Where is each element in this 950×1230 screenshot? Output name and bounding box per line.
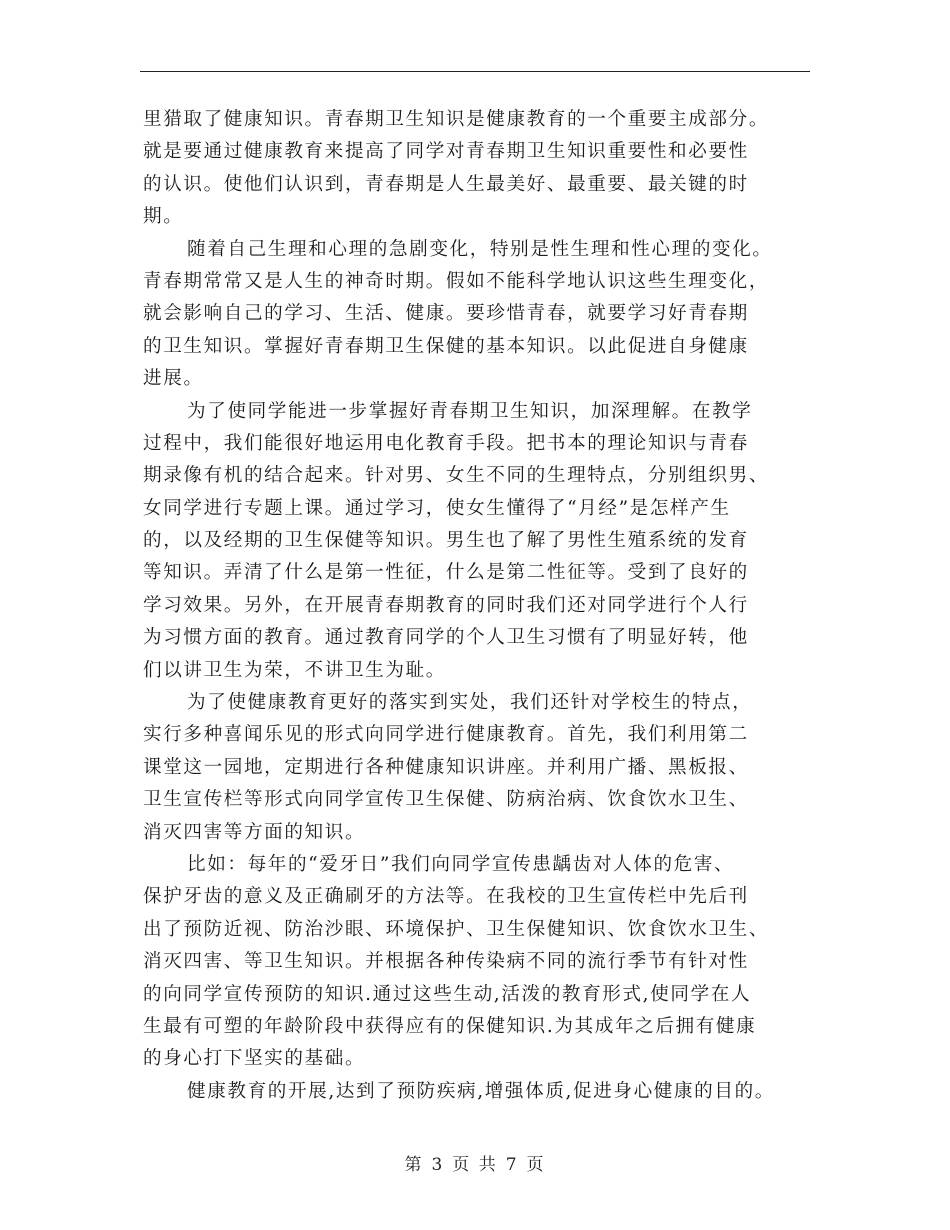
footer-prefix: 第 xyxy=(404,1155,424,1175)
text-line: 随着自己生理和心理的急剧变化，特别是性生理和性心理的变化。 xyxy=(187,238,773,260)
text-line: 等知识。弄清了什么是第一性征，什么是第二性征等。受到了良好的 xyxy=(143,562,749,584)
text-line: 的向同学宣传预防的知识.通过这些生动,活泼的教育形式,使同学在人 xyxy=(143,983,752,1005)
text-line: 保护牙齿的意义及正确刷牙的方法等。在我校的卫生宣传栏中先后刊 xyxy=(143,886,749,908)
text-line: 为习惯方面的教育。通过教育同学的个人卫生习惯有了明显好转，他 xyxy=(143,627,749,649)
text-line: 的卫生知识。掌握好青春期卫生保健的基本知识。以此促进自身健康 xyxy=(143,335,749,357)
text-line: 就是要通过健康教育来提高了同学对青春期卫生知识重要性和必要性 xyxy=(143,141,749,163)
text-line: 里猎取了健康知识。青春期卫生知识是健康教育的一个重要主成部分。 xyxy=(143,109,770,130)
text-line: 健康教育的开展,达到了预防疾病,增强体质,促进身心健康的目的。 xyxy=(187,1080,775,1102)
text-line: 卫生宣传栏等形式向同学宣传卫生保健、防病治病、饮食饮水卫生、 xyxy=(143,789,749,811)
text-line: 的，以及经期的卫生保健等知识。男生也了解了男性生殖系统的发育 xyxy=(143,530,749,552)
text-line: 期录像有机的结合起来。针对男、女生不同的生理特点，分别组织男、 xyxy=(143,465,770,487)
text-line: 的认识。使他们认识到，青春期是人生最美好、最重要、最关键的时 xyxy=(143,173,749,195)
text-line: 学习效果。另外，在开展青春期教育的同时我们还对同学进行个人行 xyxy=(143,594,749,616)
text-line: 过程中，我们能很好地运用电化教育手段。把书本的理论知识与青春 xyxy=(143,432,749,454)
text-line: 就会影响自己的学习、生活、健康。要珍惜青春，就要学习好青春期 xyxy=(143,303,749,325)
text-line: 期。 xyxy=(143,206,184,228)
text-line: 消灭四害、等卫生知识。并根据各种传染病不同的流行季节有针对性 xyxy=(143,951,749,973)
document-body xyxy=(143,104,815,1108)
text-line: 比如：每年的“爱牙日”我们向同学宣传患龋齿对人体的危害、 xyxy=(187,853,735,875)
text-line: 生最有可塑的年龄阶段中获得应有的保健知识.为其成年之后拥有健康 xyxy=(143,1015,757,1037)
text-line: 女同学进行专题上课。通过学习，使女生懂得了“月经”是怎样产生 xyxy=(143,497,731,519)
text-line: 实行多种喜闻乐见的形式向同学进行健康教育。首先，我们利用第二 xyxy=(143,724,749,746)
footer-middle: 页 共 xyxy=(452,1155,498,1175)
text-line: 为了使同学能进一步掌握好青春期卫生知识，加深理解。在教学 xyxy=(187,400,753,422)
text-line: 的身心打下坚实的基础。 xyxy=(143,1048,366,1070)
text-line: 青春期常常又是人生的神奇时期。假如不能科学地认识这些生理变化， xyxy=(143,270,770,292)
page-footer xyxy=(0,1150,950,1175)
text-line: 们以讲卫生为荣，不讲卫生为耻。 xyxy=(143,659,446,681)
footer-suffix: 页 xyxy=(526,1155,546,1175)
text-line: 课堂这一园地，定期进行各种健康知识讲座。并利用广播、黑板报、 xyxy=(143,756,749,778)
text-line: 消灭四害等方面的知识。 xyxy=(143,821,366,843)
text-line: 出了预防近视、防治沙眼、环境保护、卫生保健知识、饮食饮水卫生、 xyxy=(143,918,770,940)
text-line: 进展。 xyxy=(143,368,204,390)
header-rule xyxy=(140,71,810,72)
text-line: 为了使健康教育更好的落实到实处，我们还针对学校生的特点， xyxy=(187,692,753,714)
footer-current-page: 3 xyxy=(431,1155,445,1175)
footer-total-pages: 7 xyxy=(505,1155,519,1175)
